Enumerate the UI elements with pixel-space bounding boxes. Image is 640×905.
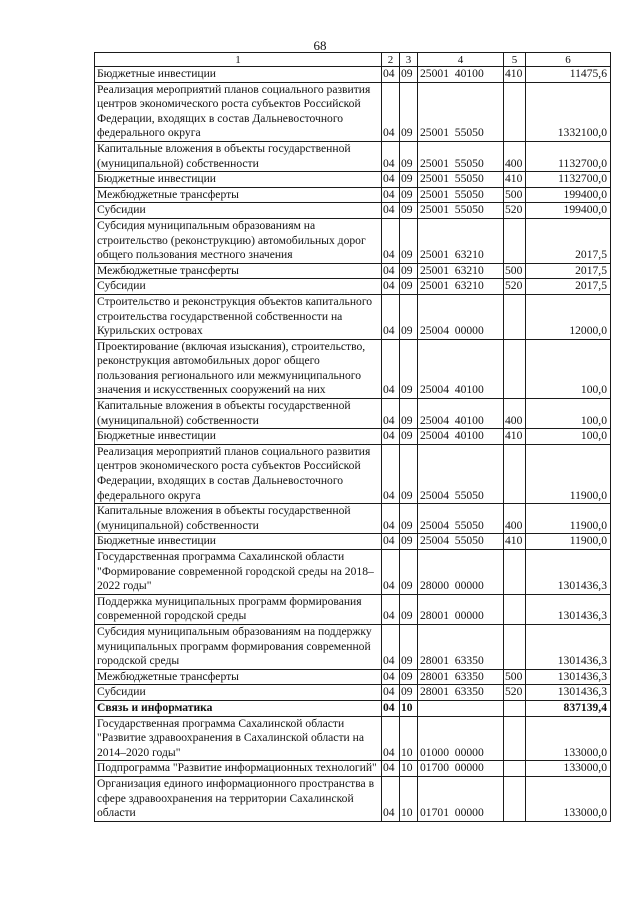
table-row: [95, 218, 611, 263]
row-target-article: 01701 00000: [418, 776, 504, 821]
row-name: Межбюджетные трансферты: [95, 187, 382, 203]
row-name: Государственная программа Сахалинской области "Развитие здравоохранения в Сахалинской области на 2014–2020 годы": [95, 716, 382, 761]
row-subsection: 09: [400, 203, 418, 219]
row-name: Межбюджетные трансферты: [95, 669, 382, 685]
row-target-article: 25004 00000: [418, 294, 504, 339]
row-name: Связь и информатика: [95, 700, 382, 716]
row-name: Проектирование (включая изыскания), строительство, реконструкция автомобильных дорог общего пользования регионального или межмуниципального значения и искусственных сооружений на них: [95, 339, 382, 398]
row-expense-type: [504, 776, 526, 821]
table-row: [95, 67, 611, 83]
row-expense-type: 410: [504, 67, 526, 83]
budget-table: [94, 52, 611, 822]
row-name: Капитальные вложения в объекты государственной (муниципальной) собственности: [95, 504, 382, 534]
row-expense-type: 410: [504, 429, 526, 445]
row-target-article: 01000 00000: [418, 716, 504, 761]
table-row: [95, 279, 611, 295]
row-amount: 133000,0: [526, 761, 611, 777]
row-amount: 2017,5: [526, 279, 611, 295]
table-row: [95, 534, 611, 550]
row-expense-type: [504, 594, 526, 624]
row-amount: 133000,0: [526, 716, 611, 761]
row-target-article: 28000 00000: [418, 550, 504, 595]
row-expense-type: [504, 294, 526, 339]
row-amount: 1301436,3: [526, 669, 611, 685]
row-target-article: 28001 63350: [418, 669, 504, 685]
row-expense-type: [504, 761, 526, 777]
row-name: Подпрограмма "Развитие информационных технологий": [95, 761, 382, 777]
table-row: [95, 294, 611, 339]
table-row: [95, 624, 611, 669]
row-amount: 1332100,0: [526, 82, 611, 141]
row-target-article: 25001 55050: [418, 203, 504, 219]
row-section: 04: [382, 534, 400, 550]
row-section: 04: [382, 700, 400, 716]
row-amount: 1132700,0: [526, 172, 611, 188]
table-row: [95, 187, 611, 203]
row-subsection: 10: [400, 776, 418, 821]
row-name: Организация единого информационного пространства в сфере здравоохранения на территории Сахалинской области: [95, 776, 382, 821]
row-subsection: 09: [400, 669, 418, 685]
row-target-article: 28001 63350: [418, 624, 504, 669]
row-amount: 837139,4: [526, 700, 611, 716]
row-subsection: 10: [400, 700, 418, 716]
row-section: 04: [382, 339, 400, 398]
row-subsection: 09: [400, 263, 418, 279]
row-amount: 12000,0: [526, 294, 611, 339]
table-row: [95, 594, 611, 624]
row-expense-type: 520: [504, 279, 526, 295]
row-target-article: 25001 55050: [418, 141, 504, 171]
row-amount: 1132700,0: [526, 141, 611, 171]
table-row: [95, 504, 611, 534]
page-number: 68: [313, 38, 327, 53]
table-row: [95, 685, 611, 701]
table-row: [95, 716, 611, 761]
row-target-article: 25004 55050: [418, 444, 504, 503]
table-row: [95, 203, 611, 219]
row-expense-type: 410: [504, 534, 526, 550]
row-section: 04: [382, 187, 400, 203]
row-target-article: [418, 700, 504, 716]
row-expense-type: 400: [504, 504, 526, 534]
row-expense-type: 520: [504, 685, 526, 701]
row-section: 04: [382, 776, 400, 821]
row-name: Капитальные вложения в объекты государственной (муниципальной) собственности: [95, 141, 382, 171]
table-row: [95, 339, 611, 398]
row-section: 04: [382, 67, 400, 83]
table-row: [95, 429, 611, 445]
row-name: Субсидии: [95, 279, 382, 295]
row-subsection: 09: [400, 172, 418, 188]
row-subsection: 09: [400, 218, 418, 263]
row-target-article: 28001 00000: [418, 594, 504, 624]
row-expense-type: [504, 339, 526, 398]
row-subsection: 09: [400, 339, 418, 398]
header-col-5: 5: [504, 53, 526, 67]
row-target-article: 25004 40100: [418, 429, 504, 445]
row-subsection: 09: [400, 279, 418, 295]
row-section: 04: [382, 550, 400, 595]
row-subsection: 09: [400, 67, 418, 83]
row-section: 04: [382, 399, 400, 429]
row-subsection: 09: [400, 294, 418, 339]
row-section: 04: [382, 429, 400, 445]
row-name: Строительство и реконструкция объектов капитального строительства государственной собственности на Курильских островах: [95, 294, 382, 339]
row-target-article: 25001 55050: [418, 82, 504, 141]
row-name: Капитальные вложения в объекты государственной (муниципальной) собственности: [95, 399, 382, 429]
row-section: 04: [382, 444, 400, 503]
row-expense-type: 500: [504, 669, 526, 685]
row-name: Бюджетные инвестиции: [95, 67, 382, 83]
row-section: 04: [382, 218, 400, 263]
row-expense-type: [504, 700, 526, 716]
row-section: 04: [382, 624, 400, 669]
table-row: [95, 700, 611, 716]
row-name: Субсидия муниципальным образованиям на строительство (реконструкцию) автомобильных дорог общего пользования местного значения: [95, 218, 382, 263]
row-target-article: 25001 63210: [418, 218, 504, 263]
row-target-article: 25001 63210: [418, 279, 504, 295]
row-subsection: 09: [400, 504, 418, 534]
table-row: [95, 172, 611, 188]
row-expense-type: 410: [504, 172, 526, 188]
row-expense-type: [504, 716, 526, 761]
row-subsection: 09: [400, 187, 418, 203]
table-row: [95, 444, 611, 503]
row-subsection: 10: [400, 761, 418, 777]
row-name: Межбюджетные трансферты: [95, 263, 382, 279]
row-name: Субсидии: [95, 203, 382, 219]
row-target-article: 25001 40100: [418, 67, 504, 83]
row-amount: 11900,0: [526, 504, 611, 534]
row-subsection: 09: [400, 141, 418, 171]
row-subsection: 09: [400, 429, 418, 445]
table-row: [95, 141, 611, 171]
row-name: Реализация мероприятий планов социального развития центров экономического роста субъектов Российской Федерации, входящих в состав Дальневосточного федерального округа: [95, 444, 382, 503]
row-target-article: 25001 63210: [418, 263, 504, 279]
row-expense-type: [504, 444, 526, 503]
row-section: 04: [382, 594, 400, 624]
row-name: Субсидия муниципальным образованиям на поддержку муниципальных программ формирования современной городской среды: [95, 624, 382, 669]
row-target-article: 25004 40100: [418, 399, 504, 429]
row-subsection: 10: [400, 716, 418, 761]
row-name: Реализация мероприятий планов социального развития центров экономического роста субъектов Российской Федерации, входящих в состав Дальневосточного федерального округа: [95, 82, 382, 141]
row-section: 04: [382, 82, 400, 141]
row-subsection: 09: [400, 534, 418, 550]
header-col-3: 3: [400, 53, 418, 67]
header-col-6: 6: [526, 53, 611, 67]
row-section: 04: [382, 685, 400, 701]
row-name: Поддержка муниципальных программ формирования современной городской среды: [95, 594, 382, 624]
row-subsection: 09: [400, 594, 418, 624]
row-section: 04: [382, 504, 400, 534]
row-expense-type: 520: [504, 203, 526, 219]
row-amount: 100,0: [526, 399, 611, 429]
row-section: 04: [382, 203, 400, 219]
row-amount: 100,0: [526, 429, 611, 445]
row-section: 04: [382, 263, 400, 279]
table-row: [95, 669, 611, 685]
row-expense-type: [504, 624, 526, 669]
row-name: Бюджетные инвестиции: [95, 534, 382, 550]
row-target-article: 25004 40100: [418, 339, 504, 398]
table-row: [95, 550, 611, 595]
row-section: 04: [382, 141, 400, 171]
row-name: Бюджетные инвестиции: [95, 429, 382, 445]
row-amount: 133000,0: [526, 776, 611, 821]
row-amount: 1301436,3: [526, 594, 611, 624]
table-row: [95, 263, 611, 279]
table-header-row: [95, 53, 611, 67]
row-subsection: 09: [400, 399, 418, 429]
row-section: 04: [382, 716, 400, 761]
row-name: Государственная программа Сахалинской области "Формирование современной городской среды на 2018–2022 годы": [95, 550, 382, 595]
row-subsection: 09: [400, 82, 418, 141]
header-col-2: 2: [382, 53, 400, 67]
row-target-article: 25004 55050: [418, 534, 504, 550]
row-amount: 1301436,3: [526, 685, 611, 701]
row-amount: 100,0: [526, 339, 611, 398]
row-expense-type: [504, 550, 526, 595]
row-amount: 1301436,3: [526, 624, 611, 669]
row-amount: 11475,6: [526, 67, 611, 83]
row-amount: 199400,0: [526, 203, 611, 219]
row-expense-type: 400: [504, 399, 526, 429]
row-expense-type: 400: [504, 141, 526, 171]
row-amount: 2017,5: [526, 263, 611, 279]
row-amount: 2017,5: [526, 218, 611, 263]
row-amount: 1301436,3: [526, 550, 611, 595]
row-subsection: 09: [400, 550, 418, 595]
header-col-4: 4: [418, 53, 504, 67]
row-subsection: 09: [400, 444, 418, 503]
row-target-article: 28001 63350: [418, 685, 504, 701]
row-amount: 11900,0: [526, 444, 611, 503]
row-section: 04: [382, 669, 400, 685]
row-target-article: 01700 00000: [418, 761, 504, 777]
row-amount: 11900,0: [526, 534, 611, 550]
table-row: [95, 399, 611, 429]
table-row: [95, 776, 611, 821]
row-expense-type: 500: [504, 263, 526, 279]
row-amount: 199400,0: [526, 187, 611, 203]
header-col-1: 1: [95, 53, 382, 67]
row-expense-type: [504, 82, 526, 141]
row-section: 04: [382, 172, 400, 188]
row-subsection: 09: [400, 685, 418, 701]
row-target-article: 25004 55050: [418, 504, 504, 534]
row-section: 04: [382, 761, 400, 777]
row-section: 04: [382, 294, 400, 339]
row-section: 04: [382, 279, 400, 295]
table-row: [95, 761, 611, 777]
row-name: Бюджетные инвестиции: [95, 172, 382, 188]
row-expense-type: 500: [504, 187, 526, 203]
row-target-article: 25001 55050: [418, 172, 504, 188]
table-row: [95, 82, 611, 141]
row-target-article: 25001 55050: [418, 187, 504, 203]
row-expense-type: [504, 218, 526, 263]
row-subsection: 09: [400, 624, 418, 669]
row-name: Субсидии: [95, 685, 382, 701]
